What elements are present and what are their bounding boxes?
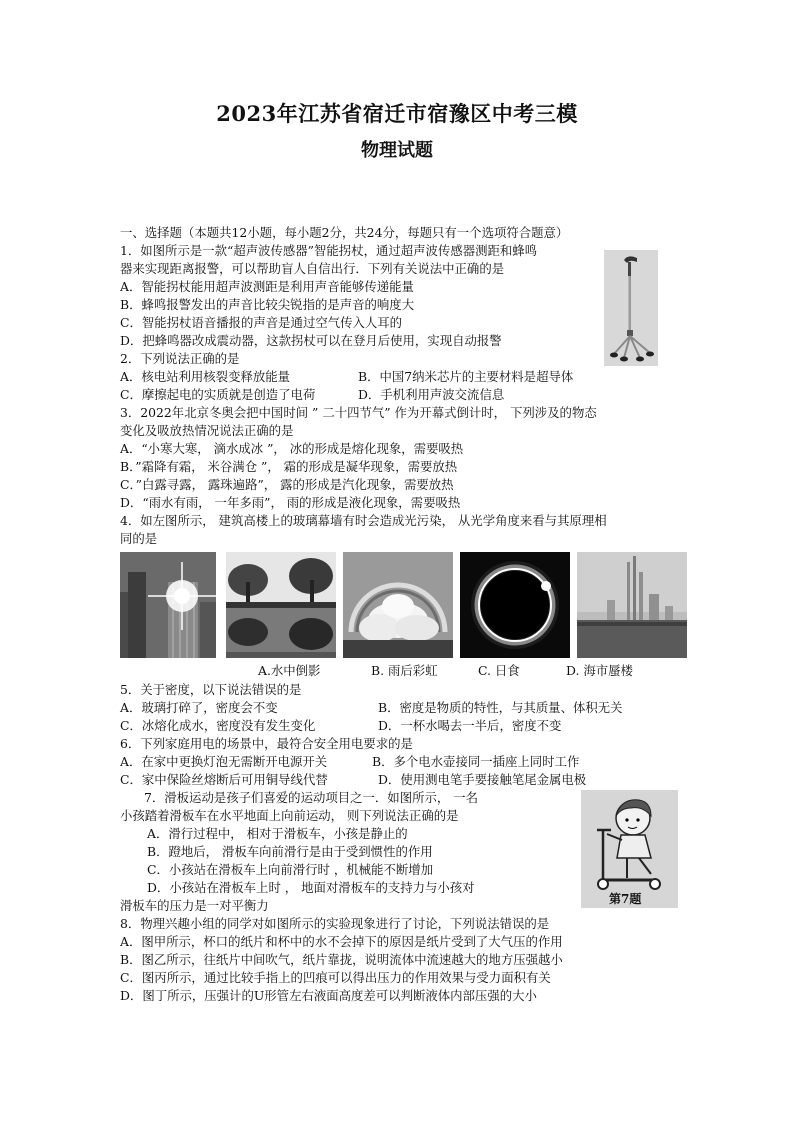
q4-stem-line2: 同的是 [120,531,158,546]
q8-option-b: B．图乙所示，往纸片中间吹气，纸片靠拢，说明流体中流速越大的地方压强越小 [120,952,563,967]
q1-option-d: D．把蜂鸣器改成震动器，这款拐杖可以在登月后使用，实现自动报警 [120,333,502,348]
q2-option-d: D．手机利用声波交流信息 [358,387,505,402]
q6-option-b: B．多个电水壶接同一插座上同时工作 [372,754,580,769]
mirage-image [577,552,687,658]
q7-option-c: C．小孩站在滑板车上向前滑行时 ，机械能不断增加 [147,862,434,877]
q1-stem-line2: 器来实现距离报警，可以帮助盲人自信出行．下列有关说法中正确的是 [120,261,505,276]
q6-option-a: A．在家中更换灯泡无需断开电源开关 [120,754,328,769]
scooter-child-image [581,790,678,908]
q2-option-a: A．核电站利用核裂变释放能量 [120,369,291,384]
q3-option-b: B．”霜降有霜， 米谷满仓 ”， 霜的形成是凝华现象，需要放热 [120,459,458,474]
solar-eclipse-image [460,552,570,658]
q4-option-d: D. 海市蜃楼 [566,663,633,678]
q6-option-d: D．使用测电笔手要接触笔尾金属电极 [378,772,587,787]
q2-stem: 2．下列说法正确的是 [120,351,240,366]
q2-option-b: B．中国7纳米芯片的主要材料是超导体 [358,369,574,384]
water-reflection-image [226,552,336,658]
q3-stem-line1: 3．2022年北京冬奥会把中国时间 ” 二十四节气” 作为开幕式倒计时， 下列涉及的物态 [120,405,597,420]
q7-option-d-line2: 滑板车的压力是一对平衡力 [120,898,269,913]
glass-building-image [120,552,216,658]
q3-option-c: C．”白露寻露， 露珠遍路”， 露的形成是汽化现象，需要放热 [120,477,454,492]
q4-option-c: C. 日食 [478,663,520,678]
q1-stem-line1: 1．如图所示是一款“超声波传感器”智能拐杖，通过超声波传感器测距和蜂鸣 [120,243,538,258]
q5-option-c: C．冰熔化成水，密度没有发生变化 [120,718,316,733]
q6-option-c: C．家中保险丝熔断后可用铜导线代替 [120,772,328,787]
page-title: 2023年江苏省宿迁市宿豫区中考三模 [216,101,578,126]
q4-stem-line1: 4．如左图所示， 建筑高楼上的玻璃幕墙有时会造成光污染， 从光学角度来看与其原理相 [120,513,607,528]
q8-stem: 8．物理兴趣小组的同学对如图所示的实验现象进行了讨论，下列说法错误的是 [120,916,550,931]
cane-image [604,250,658,366]
q4-option-a: A.水中倒影 [258,663,321,678]
q5-option-d: D．一杯水喝去一半后，密度不变 [378,718,562,733]
q6-stem: 6．下列家庭用电的场景中，最符合安全用电要求的是 [120,736,413,751]
q1-option-b: B．蜂鸣报警发出的声音比较尖锐指的是声音的响度大 [120,297,415,312]
q7-option-b: B．蹬地后， 滑板车向前滑行是由于受到惯性的作用 [147,844,433,859]
q3-option-a: A．“小寒大寒， 滴水成冰 ”， 冰的形成是熔化现象，需要吸热 [120,441,464,456]
q5-stem: 5．关于密度，以下说法错误的是 [120,682,302,697]
q8-option-c: C．图丙所示，通过比较手指上的凹痕可以得出压力的作用效果与受力面积有关 [120,970,551,985]
q7-stem-line1: 7．滑板运动是孩子们喜爱的运动项目之一．如图所示， 一名 [144,790,478,805]
q7-stem-line2: 小孩踏着滑板车在水平地面上向前运动， 则下列说法正确的是 [120,808,459,823]
q1-option-a: A．智能拐杖能用超声波测距是利用声音能够传递能量 [120,279,414,294]
q7-option-d-line1: D．小孩站在滑板车上时 ， 地面对滑板车的支持力与小孩对 [147,880,475,895]
q8-option-d: D．图丁所示，压强计的U形管左右液面高度差可以判断液体内部压强的大小 [120,988,537,1003]
rainbow-image [343,552,453,658]
q1-option-c: C．智能拐杖语音播报的声音是通过空气传入人耳的 [120,315,403,330]
page-subtitle: 物理试题 [361,140,433,161]
q3-option-d: D．“雨水有雨， 一年多雨”， 雨的形成是液化现象，需要吸热 [120,495,461,510]
q5-option-a: A．玻璃打碎了，密度会不变 [120,700,278,715]
q3-stem-line2: 变化及吸放热情况说法正确的是 [120,423,294,438]
q8-option-a: A．图甲所示，杯口的纸片和杯中的水不会掉下的原因是纸片受到了大气压的作用 [120,934,563,949]
q4-option-b: B. 雨后彩虹 [371,663,438,678]
section-heading: 一、选择题（本题共12小题，每小题2分，共24分，每题只有一个选项符合题意） [120,225,569,240]
q2-option-c: C．摩擦起电的实质就是创造了电荷 [120,387,316,402]
q7-figure-label: 第7题 [609,892,642,906]
q7-option-a: A．滑行过程中， 相对于滑板车，小孩是静止的 [147,826,408,841]
q5-option-b: B．密度是物质的特性，与其质量、体积无关 [378,700,623,715]
